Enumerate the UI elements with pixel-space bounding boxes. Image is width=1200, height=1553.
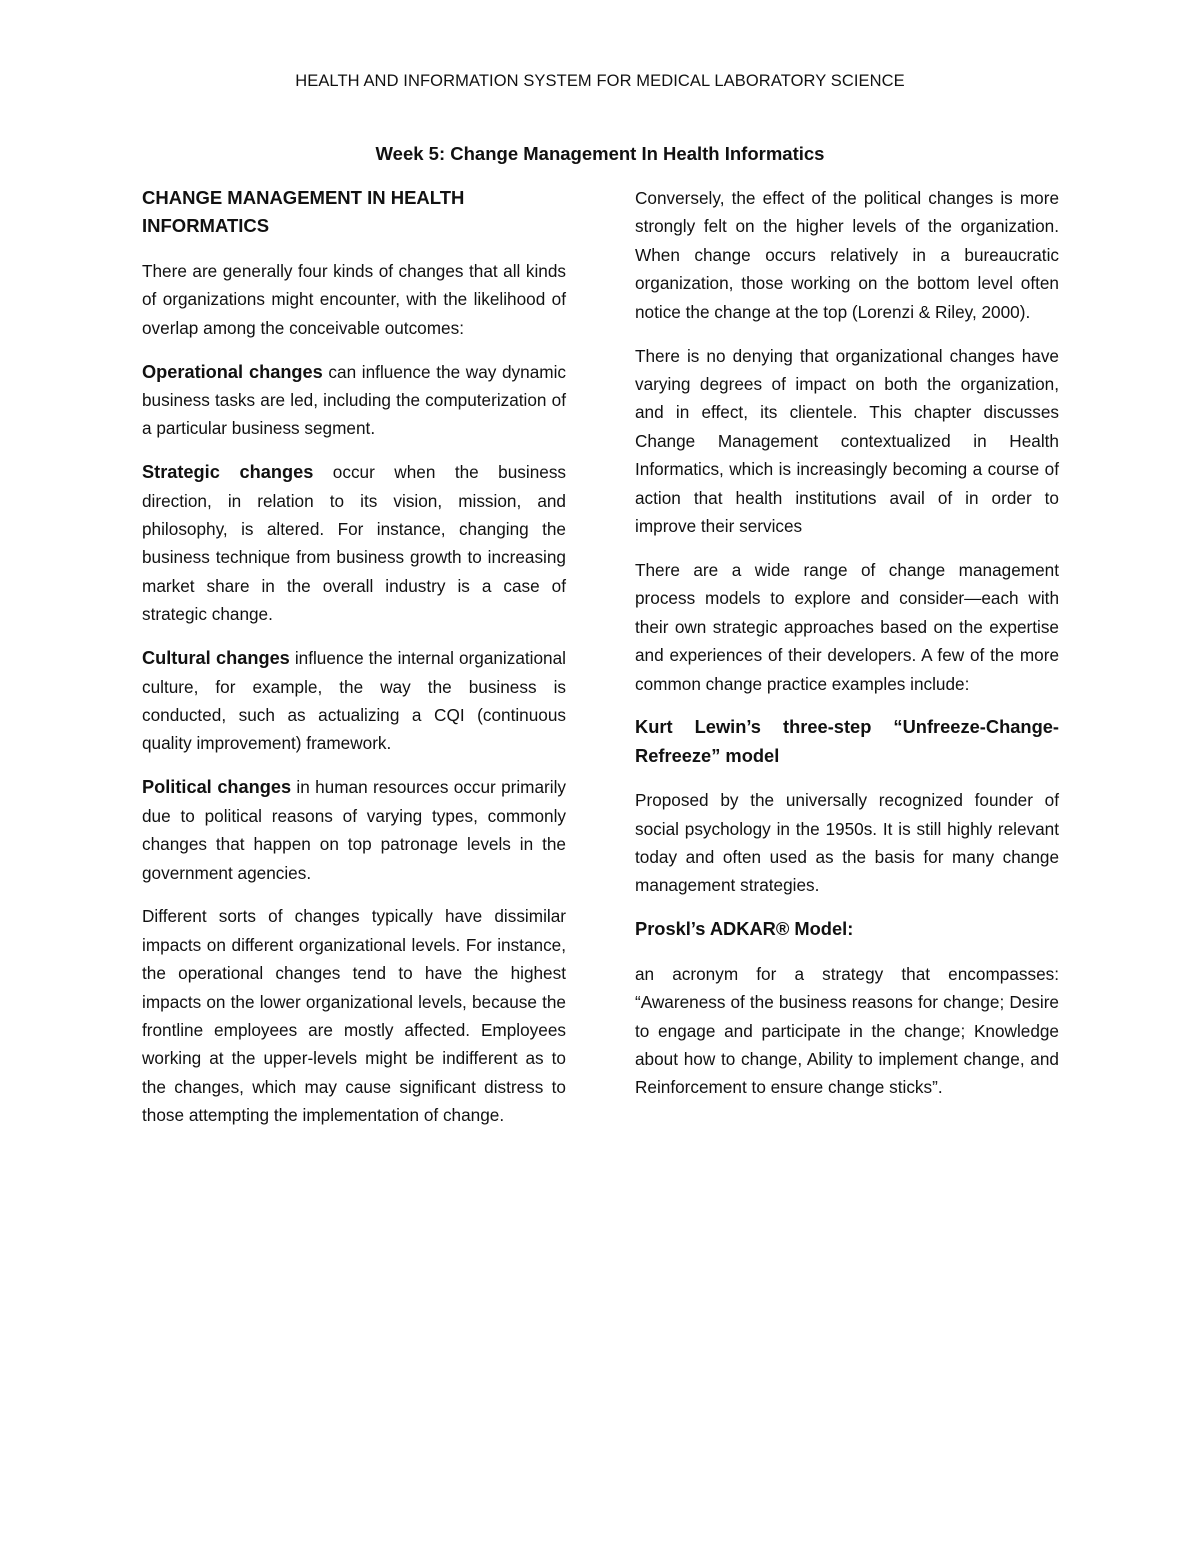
- political-term: Political changes: [142, 777, 292, 798]
- strategic-text: occur when the business direction, in relation to its vision, mission, and philosophy, is altered. For instance, changing the business technique from business growth to increasing market share in the overall industry is a case of strategic change.: [142, 462, 567, 625]
- cultural-term: Cultural changes: [142, 648, 290, 669]
- political-paragraph: [142, 773, 566, 887]
- section-heading: CHANGE MANAGEMENT IN HEALTH INFORMATICS: [142, 187, 465, 237]
- operational-text: can influence the way dynamic business tasks are led, including the computerization of a particular business segment.: [142, 361, 566, 439]
- strategic-paragraph: [142, 458, 566, 628]
- intro-paragraph: There are generally four kinds of changes that all kinds of organizations might encounter, with the likelihood of overlap among the conceivable outcomes:: [142, 260, 566, 338]
- cultural-paragraph: [142, 644, 566, 758]
- different-sorts-paragraph: Different sorts of changes typically have dissimilar impacts on different organizational levels. For instance, the operational changes tend to have the highest impacts on the lower organizational levels, because the frontline employees are mostly affected. Employees working at the upper-levels might be indifferent as to the changes, which may cause significant distress to those attempting the implementation of change.: [142, 906, 566, 1126]
- page-title: Week 5: Change Management In Health Informatics: [375, 143, 825, 164]
- lewin-model-heading: Kurt Lewin’s three-step “Unfreeze-Change-Refreeze” model: [635, 716, 1059, 766]
- adkar-model-paragraph: an acronym for a strategy that encompasses: “Awareness of the business reasons for change; Desire to engage and participate in the change; Knowledge about how to change, Ability to implement change, and Reinforcement to ensure change sticks”.: [635, 963, 1059, 1098]
- lewin-model-paragraph: Proposed by the universally recognized founder of social psychology in the 1950s. It is still highly relevant today and often used as the basis for many change management strategies.: [635, 790, 1059, 896]
- political-text: in human resources occur primarily due to political reasons of varying types, commonly changes that happen on top patronage levels in the government agencies.: [142, 777, 566, 883]
- wide-range-paragraph: There are a wide range of change management process models to explore and consider—each with their own strategic approaches based on the expertise and experiences of their developers. A few of the more common change practice examples include:: [635, 559, 1059, 694]
- no-denying-paragraph: There is no denying that organizational changes have varying degrees of impact on both the organization, and in effect, its clientele. This chapter discusses Change Management contextualized in Health Informatics, which is increasingly becoming a course of action that health institutions avail of in order to improve their services: [635, 345, 1059, 536]
- right-column: [635, 184, 1059, 1117]
- operational-term: Operational changes: [142, 361, 323, 382]
- strategic-term: Strategic changes: [142, 462, 314, 483]
- cultural-text: influence the internal organizational culture, for example, the way the business is conducted, such as actualizing a CQI (continuous quality improvement) framework.: [142, 648, 566, 754]
- operational-paragraph: [142, 358, 566, 443]
- conversely-paragraph: Conversely, the effect of the political changes is more strongly felt on the higher levels of the organization. When change occurs relatively in a bureaucratic organization, those working on the bottom level often notice the change at the top (Lorenzi & Riley, 2000).: [635, 188, 1059, 322]
- left-column: [142, 184, 566, 1145]
- adkar-model-heading: Proskl’s ADKAR® Model:: [635, 918, 854, 940]
- running-header: HEALTH AND INFORMATION SYSTEM FOR MEDICAL LABORATORY SCIENCE: [295, 72, 905, 90]
